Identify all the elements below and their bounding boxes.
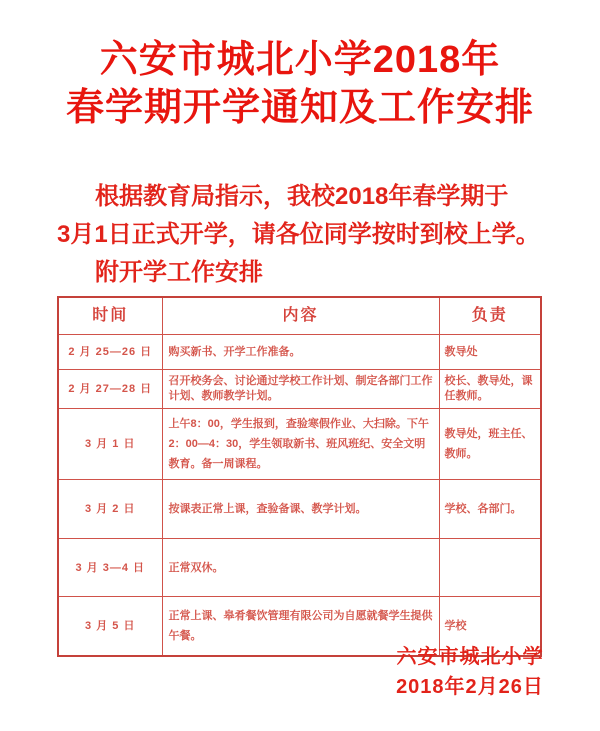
notice-line-3: 附开学工作安排 — [95, 259, 263, 286]
cell-content: 召开校务会、讨论通过学校工作计划、制定各部门工作计划、教师教学计划。 — [162, 370, 439, 409]
table-row — [58, 370, 541, 409]
cell-time: 2 月 27—28 日 — [58, 370, 162, 409]
cell-time: 3 月 1 日 — [58, 409, 162, 480]
cell-time: 3 月 5 日 — [58, 597, 162, 657]
cell-responsible — [439, 539, 541, 597]
cell-responsible: 教导处 — [439, 335, 541, 370]
signature-date: 2018年2月26日 — [396, 676, 544, 698]
cell-content: 上午8：00，学生报到，查验寒假作业、大扫除。下午2：00—4：30，学生领取新书、班风班纪、安全文明教育。备一周课程。 — [162, 409, 439, 480]
cell-content: 正常双休。 — [162, 539, 439, 597]
cell-responsible: 学校、各部门。 — [439, 480, 541, 539]
cell-time: 3 月 2 日 — [58, 480, 162, 539]
cell-content: 购买新书、开学工作准备。 — [162, 335, 439, 370]
cell-time: 2 月 25—26 日 — [58, 335, 162, 370]
title-line-1: 六安市城北小学2018年 — [99, 39, 501, 81]
page-title — [0, 36, 600, 132]
notice-line-1: 根据教育局指示，我校2018年春学期于 — [95, 183, 509, 210]
cell-content: 按课表正常上课，查验备课、教学计划。 — [162, 480, 439, 539]
header-content: 内容 — [162, 297, 439, 335]
header-responsible: 负责 — [439, 297, 541, 335]
table-row — [58, 335, 541, 370]
cell-time: 3 月 3—4 日 — [58, 539, 162, 597]
cell-responsible: 学校 — [439, 597, 541, 657]
table-header-row — [58, 297, 541, 335]
table-row — [58, 480, 541, 539]
cell-content: 正常上课、皋肴餐饮管理有限公司为自愿就餐学生提供午餐。 — [162, 597, 439, 657]
cell-responsible: 教导处，班主任、教师。 — [439, 409, 541, 480]
schedule-table — [57, 296, 542, 657]
table-row — [58, 409, 541, 480]
table-row — [58, 539, 541, 597]
signature-block — [370, 642, 570, 702]
school-name: 六安市城北小学 — [396, 646, 544, 668]
notice-line-2: 3月1日正式开学，请各位同学按时到校上学。 — [57, 221, 540, 248]
notice-paragraph — [57, 178, 547, 292]
header-time: 时间 — [58, 297, 162, 335]
cell-responsible: 校长、教导处，课任教师。 — [439, 370, 541, 409]
title-line-2: 春学期开学通知及工作安排 — [65, 87, 534, 129]
